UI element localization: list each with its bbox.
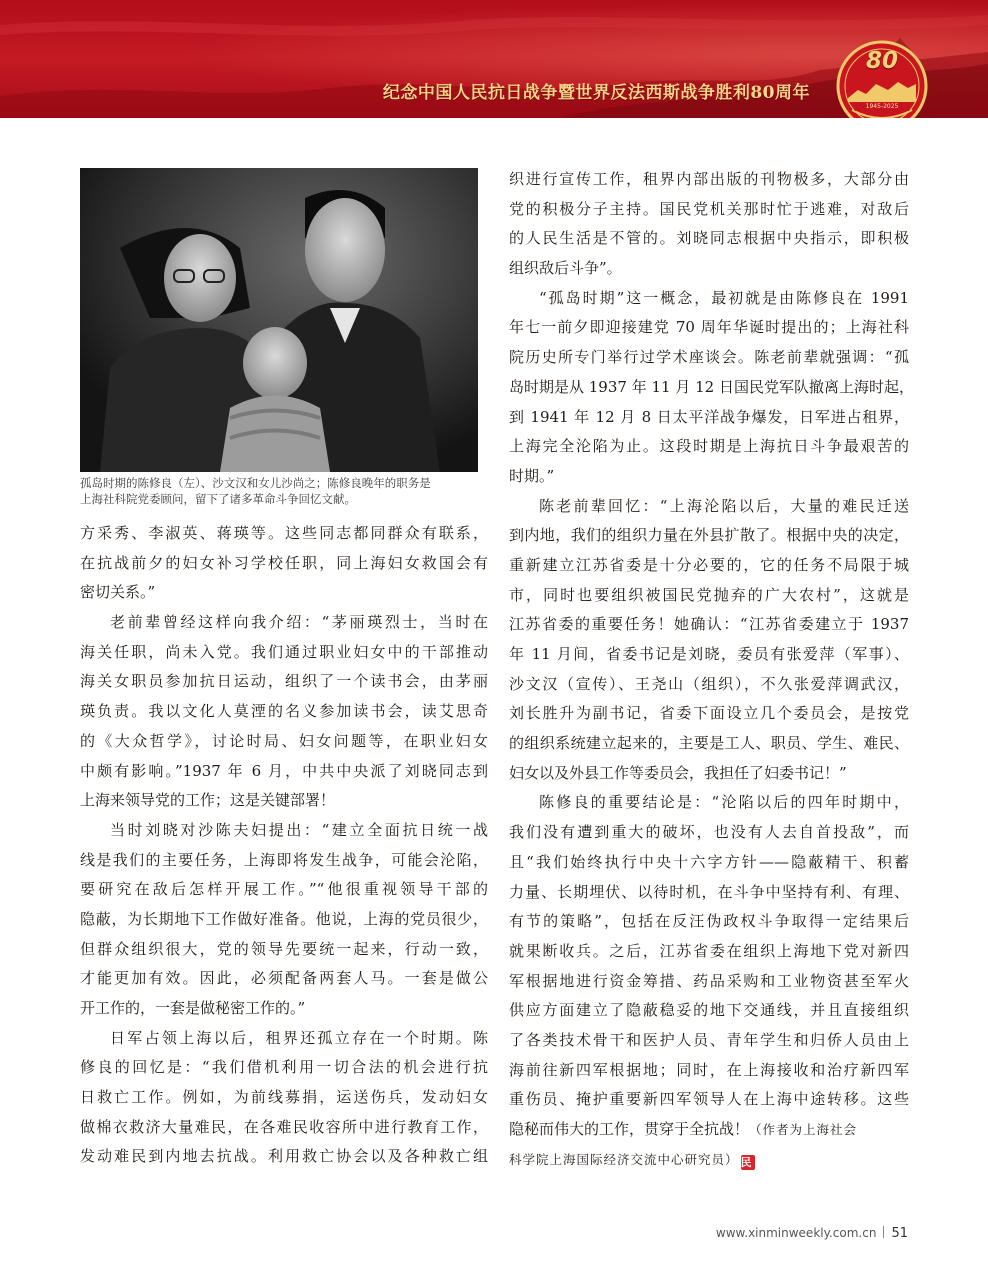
- text-line: 妇女以及外县工作等委员会，我担任了妇委书记！”: [509, 763, 847, 782]
- text-line: 就果断收兵。之后，江苏省委在组织上海地下党对新四: [509, 941, 909, 960]
- photo-caption: [80, 475, 490, 507]
- text-line: 开工作的，一套是做秘密工作的。”: [80, 999, 306, 1017]
- text-line: 重伤员、掩护重要新四军领导人在上海中途转移。这些: [509, 1090, 909, 1109]
- text-line: 要研究在敌后怎样开展工作。”“他很重视领导干部的: [80, 880, 488, 899]
- text-line: 老前辈曾经这样向我介绍：“茅丽瑛烈士，当时在: [110, 613, 488, 632]
- text-line: 力量、长期埋伏、以待时机，在斗争中坚持有利、有理、: [509, 882, 909, 901]
- badge-number: 80: [865, 48, 898, 74]
- footer-divider: [883, 1226, 884, 1238]
- text-line: 的组织系统建立起来的，主要是工人、职员、学生、难民、: [509, 734, 909, 753]
- text-line: 年 11 月间，省委书记是刘晓，委员有张爱萍（军事）、: [509, 645, 909, 663]
- text-line: 方采秀、李淑英、蒋瑛等。这些同志都同群众有联系，: [80, 524, 488, 542]
- text-line: 海前往新四军根据地；同时，在上海接收和治疗新四军: [509, 1060, 909, 1079]
- text-line: 刘长胜升为副书记，省委下面设立几个委员会，是按党: [509, 704, 909, 723]
- author-note-line-2: [509, 1145, 909, 1175]
- page-number: 51: [891, 1226, 908, 1241]
- text-line: 织进行宣传工作，租界内部出版的刊物极多，大部分由: [509, 170, 909, 188]
- text-line-content: 隐秘而伟大的工作，贯穿于全抗战！: [509, 1120, 750, 1138]
- text-line: 上海完全沦陷为止。这段时期是上海抗日斗争最艰苦的: [509, 437, 909, 456]
- text-line: 时期。”: [509, 466, 555, 485]
- text-line: 在抗战前夕的妇女补习学校任职，同上海妇女救国会有: [80, 553, 488, 572]
- right-column: [509, 165, 914, 1174]
- text-line: 重新建立江苏省委是十分必要的，它的任务不局限于城: [509, 555, 909, 574]
- text-line: 党的积极分子主持。国民党机关那时忙于逃难，对敌后: [509, 199, 909, 218]
- text-line: 组织敌后斗争”。: [509, 259, 622, 278]
- text-line: 院历史所专门举行过学术座谈会。陈老前辈就强调：“孤: [509, 348, 909, 367]
- text-line: 岛时期是从 1937 年 11 月 12 日国民党军队撤离上海时起，: [509, 377, 914, 396]
- text-line: 瑛负责。我以文化人莫湮的名义参加读书会，读艾思奇: [80, 702, 488, 721]
- author-note-text: 科学院上海国际经济交流中心研究员）: [509, 1151, 739, 1167]
- text-line: 隐蔽，为长期地下工作做好准备。他说，上海的党员很少，: [80, 909, 488, 928]
- text-line: 有节的策略”，包括在反汪伪政权斗争取得一定结果后: [509, 912, 909, 931]
- text-line: 到内地，我们的组织力量在外县扩散了。根据中央的决定，: [509, 526, 909, 545]
- caption-line: 上海社科院党委顾问，留下了诸多革命斗争回忆文献。: [80, 492, 356, 506]
- family-photo: [80, 168, 478, 472]
- text-line: 做棉衣救济大量难民，在各难民收容所中进行教育工作，: [80, 1117, 488, 1136]
- anniversary-title: 纪念中国人民抗日战争暨世界反法西斯战争胜利80周年: [382, 83, 810, 103]
- text-line: 才能更加有效。因此，必须配备两套人马。一套是做公: [80, 969, 488, 988]
- text-line: [509, 1115, 909, 1145]
- text-line: 年七一前夕即迎接建党 70 周年华诞时提出的；上海社科: [509, 318, 909, 337]
- caption-line: 孤岛时期的陈修良（左）、沙文汉和女儿沙尚之；陈修良晚年的职务是: [80, 476, 431, 490]
- text-line: 陈修良的重要结论是：“沦陷以后的四年时期中，: [539, 793, 909, 812]
- end-mark-icon: 民: [741, 1155, 755, 1170]
- page-footer: [716, 1226, 908, 1241]
- text-line: 的人民生活是不管的。刘晓同志根据中央指示，即积极: [509, 229, 909, 248]
- text-line: 军根据地进行资金筹措、药品采购和工业物资甚至军火: [509, 971, 909, 990]
- text-line: 海关任职，尚未入党。我们通过职业妇女中的干部推动: [80, 642, 488, 661]
- text-line: 日军占领上海以后，租界还孤立存在一个时期。陈: [110, 1028, 488, 1047]
- text-line: 且“我们始终执行中央十六字方针——隐蔽精干、积蓄: [509, 852, 909, 871]
- header-banner: [0, 0, 988, 118]
- footer-url[interactable]: www.xinminweekly.com.cn: [715, 1226, 877, 1240]
- author-note-line-1: （作者为上海社会: [749, 1122, 858, 1137]
- left-column: [80, 519, 488, 1172]
- text-line: 了各类技术骨干和医护人员、青年学生和归侨人员由上: [509, 1030, 909, 1049]
- text-line: 密切关系。”: [80, 583, 156, 602]
- badge-years: 1945-2025: [854, 103, 910, 111]
- text-line: 发动难民到内地去抗战。利用救亡协会以及各种救亡组: [80, 1147, 488, 1166]
- text-line: 线是我们的主要任务，上海即将发生战争，可能会沦陷，: [80, 850, 488, 869]
- text-line: 供应方面建立了隐蔽稳妥的地下交通线，并且直接组织: [509, 1001, 909, 1020]
- text-line: 上海来领导党的工作；这是关键部署！: [80, 791, 336, 810]
- anniversary-badge: [836, 40, 928, 118]
- text-line: 的《大众哲学》，讨论时局、妇女问题等，在职业妇女: [80, 731, 488, 750]
- text-line: 当时刘晓对沙陈夫妇提出：“建立全面抗日统一战: [110, 820, 488, 839]
- text-line: 我们没有遭到重大的破坏，也没有人去自首投敌”，而: [509, 823, 909, 842]
- text-line: 沙文汉（宣传）、王尧山（组织），不久张爱萍调武汉，: [509, 674, 909, 693]
- text-line: “孤岛时期”这一概念，最初就是由陈修良在 1991: [539, 288, 909, 307]
- text-line: 到 1941 年 12 月 8 日太平洋战争爆发，日军进占租界，: [509, 407, 909, 426]
- text-line: 但群众组织很大，党的领导先要统一起来，行动一致，: [80, 939, 488, 958]
- text-line: 江苏省委的重要任务！她确认：“江苏省委建立于 1937: [509, 615, 909, 634]
- text-line: 修良的回忆是：“我们借机利用一切合法的机会进行抗: [80, 1058, 488, 1077]
- text-line: 市，同时也要组织被国民党抛弃的广大农村”，这就是: [509, 585, 909, 604]
- text-line: 海关女职员参加抗日运动，组织了一个读书会，由茅丽: [80, 672, 488, 691]
- text-line: 日救亡工作。例如，为前线募捐，运送伤兵，发动妇女: [80, 1088, 488, 1107]
- text-line: 陈老前辈回忆：“上海沦陷以后，大量的难民迁送: [539, 496, 909, 515]
- text-line: 中颇有影响。”1937 年 6 月，中共中央派了刘晓同志到: [80, 761, 488, 780]
